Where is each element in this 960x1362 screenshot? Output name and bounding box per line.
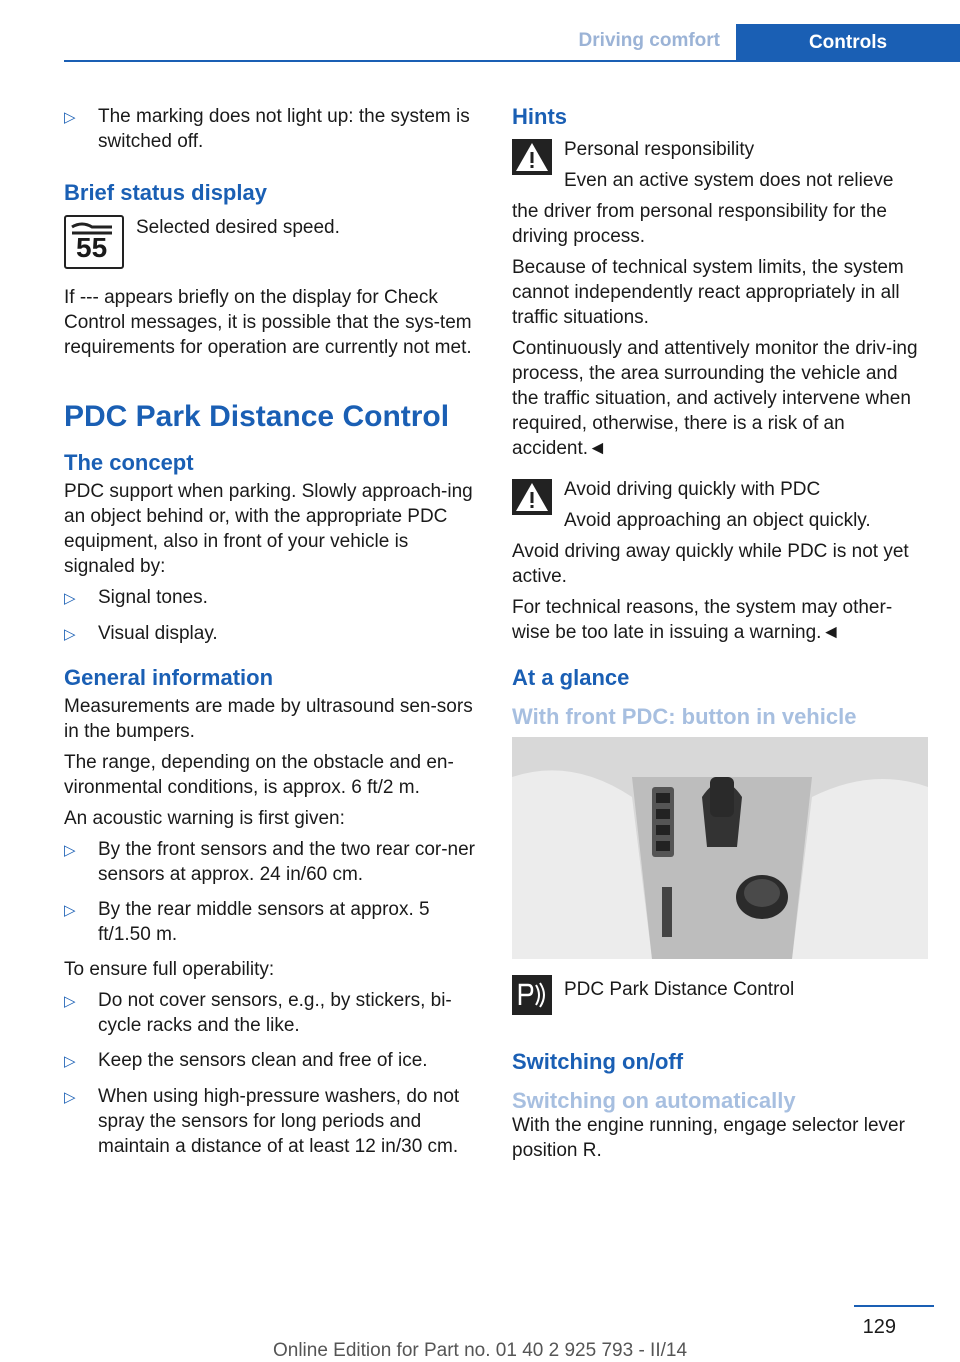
list-item: ▷ By the front sensors and the two rear cor‐ner sensors at approx. 24 in/60 cm. bbox=[64, 839, 476, 885]
pdc-button-icon[interactable] bbox=[512, 975, 552, 1015]
warning-title: Personal responsibility bbox=[564, 139, 755, 160]
paragraph: With the engine running, engage selector lever position R. bbox=[512, 1115, 905, 1161]
warning-title: Avoid driving quickly with PDC bbox=[564, 479, 821, 500]
section-title-concept: The concept bbox=[64, 450, 194, 475]
speed-indicator-row bbox=[64, 215, 480, 269]
footer-rule bbox=[854, 1305, 934, 1307]
section-title-brief-status: Brief status display bbox=[64, 180, 267, 205]
warning-block bbox=[512, 477, 928, 539]
warning-line: Avoid approaching an object quickly. bbox=[564, 510, 871, 531]
triangle-bullet-icon: ▷ bbox=[64, 1053, 76, 1070]
subsection-title-front-pdc: With front PDC: button in vehicle bbox=[512, 704, 857, 729]
section-title-glance: At a glance bbox=[512, 665, 630, 690]
center-console-image bbox=[512, 737, 928, 959]
header-tab[interactable]: Controls bbox=[736, 24, 960, 62]
triangle-bullet-icon: ▷ bbox=[64, 993, 76, 1010]
pdc-button-caption: PDC Park Distance Control bbox=[564, 979, 795, 1000]
triangle-bullet-icon: ▷ bbox=[64, 590, 76, 607]
list-item: ▷ When using high-pressure washers, do not spray the sensors for long periods and maintain a distance of at least 12 in/30 cm. bbox=[64, 1086, 460, 1157]
paragraph: The range, depending on the obstacle and en‐vironmental conditions, is approx. 6 ft/2 m. bbox=[64, 752, 454, 798]
triangle-bullet-icon: ▷ bbox=[64, 842, 76, 859]
triangle-bullet-icon: ▷ bbox=[64, 902, 76, 919]
paragraph: An acoustic warning is first given: bbox=[64, 808, 345, 829]
triangle-bullet-icon: ▷ bbox=[64, 109, 76, 126]
paragraph: Measurements are made by ultrasound sen‐sors in the bumpers. bbox=[64, 696, 473, 742]
warning-block bbox=[512, 137, 928, 199]
speed-display-value: 55 bbox=[76, 232, 108, 263]
left-column bbox=[64, 100, 480, 1169]
speed-display-icon bbox=[64, 215, 124, 269]
paragraph: If --- appears briefly on the display for Check Control messages, it is possible that the sys‐tem requirements for operation are currently not met. bbox=[64, 287, 472, 358]
triangle-bullet-icon: ▷ bbox=[64, 1089, 76, 1106]
right-column bbox=[512, 100, 928, 1169]
pdc-button-row bbox=[512, 975, 928, 1015]
section-title-hints: Hints bbox=[512, 104, 567, 129]
list-item: ▷ The marking does not light up: the system is switched off. bbox=[64, 106, 470, 152]
chapter-title: PDC Park Distance Control bbox=[64, 400, 450, 433]
section-title-general: General information bbox=[64, 665, 274, 690]
header-rule bbox=[64, 60, 960, 62]
warning-line: Even an active system does not relieve bbox=[564, 170, 894, 191]
paragraph: Avoid driving away quickly while PDC is not yet active. bbox=[512, 541, 909, 587]
triangle-bullet-icon: ▷ bbox=[64, 626, 76, 643]
paragraph: PDC support when parking. Slowly approach‐ing an object behind or, with the appropriate PDC equipment, also in front of your vehicle is signaled by: bbox=[64, 481, 473, 577]
list-item: ▷ Signal tones. bbox=[64, 585, 480, 611]
list-item: ▷ Do not cover sensors, e.g., by stickers, bi‐cycle racks and the like. bbox=[64, 990, 452, 1036]
footer-edition: Online Edition for Part no. 01 40 2 925 793 - II/14 bbox=[272, 1340, 688, 1361]
subsection-title-auto: Switching on automatically bbox=[512, 1088, 796, 1113]
paragraph: To ensure full operability: bbox=[64, 959, 275, 980]
list-item: ▷ Keep the sensors clean and free of ice. bbox=[64, 1048, 480, 1074]
list-item: ▷ By the rear middle sensors at approx. 5 ft/1.50 m. bbox=[64, 899, 430, 945]
page-number: 129 bbox=[862, 1316, 896, 1338]
speed-icon-caption: Selected desired speed. bbox=[136, 217, 340, 238]
section-title-switching: Switching on/off bbox=[512, 1049, 684, 1074]
header-section: Driving comfort bbox=[578, 30, 720, 51]
warning-triangle-icon bbox=[512, 479, 552, 515]
list-item: ▷ Visual display. bbox=[64, 621, 480, 647]
paragraph: Continuously and attentively monitor the driv‐ing process, the area surrounding the vehicle and the traffic situation, and actively intervene when required, otherwise, there is a risk of an accident.◄ bbox=[512, 338, 918, 459]
paragraph: For technical reasons, the system may other‐wise be too late in issuing a warning.◄ bbox=[512, 597, 893, 643]
warning-triangle-icon bbox=[512, 139, 552, 175]
paragraph: the driver from personal responsibility for the driving process. bbox=[512, 201, 887, 247]
paragraph: Because of technical system limits, the system cannot independently react appropriately in all traffic situations. bbox=[512, 257, 904, 328]
